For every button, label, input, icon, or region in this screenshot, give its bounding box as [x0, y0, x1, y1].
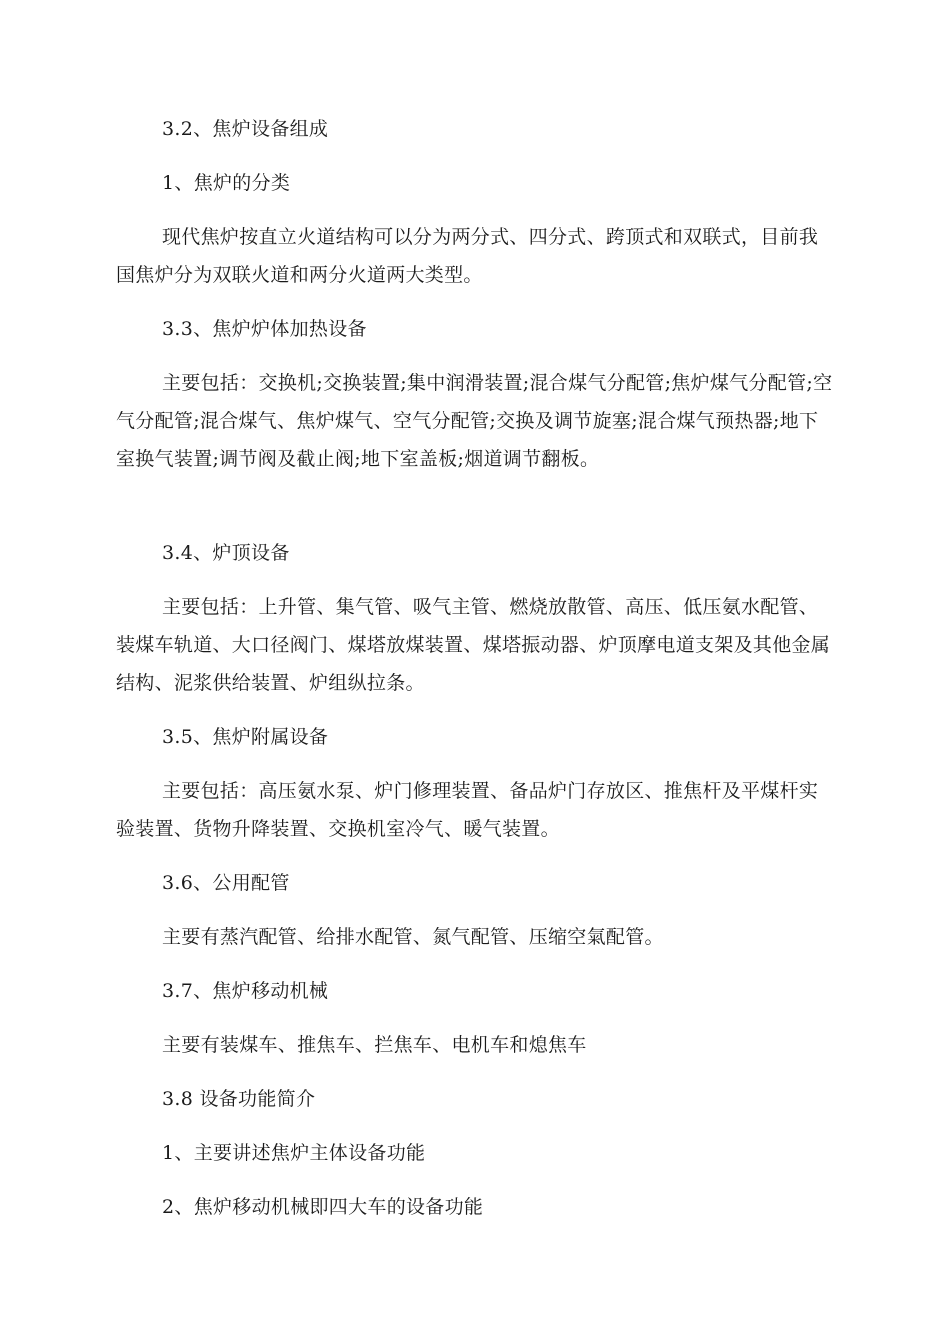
- subheading-classification: 1、焦炉的分类: [162, 172, 291, 194]
- section-heading-3-2: 3.2、焦炉设备组成: [162, 118, 329, 140]
- paragraph-classification: 现代焦炉按直立火道结构可以分为两分式、四分式、跨顶式和双联式，目前我国焦炉分为双联火道和两分火道两大类型。: [116, 226, 819, 286]
- list-item-2: 2、焦炉移动机械即四大车的设备功能: [162, 1196, 484, 1218]
- paragraph-auxiliary-equipment: 主要包括：高压氨水泵、炉门修理装置、备品炉门存放区、推焦杆及平煤杆实验装置、货物升降装置、交换机室冷气、暖气装置。: [116, 780, 819, 840]
- section-heading-3-4: 3.4、炉顶设备: [162, 542, 290, 564]
- section-heading-3-8: 3.8 设备功能简介: [162, 1088, 316, 1110]
- section-heading-3-6: 3.6、公用配管: [162, 872, 290, 894]
- section-heading-3-3: 3.3、焦炉炉体加热设备: [162, 318, 367, 340]
- section-heading-3-7: 3.7、焦炉移动机械: [162, 980, 329, 1002]
- paragraph-public-piping: 主要有蒸汽配管、给排水配管、氮气配管、压缩空氣配管。: [162, 926, 664, 948]
- paragraph-mobile-machinery: 主要有装煤车、推焦车、拦焦车、电机车和熄焦车: [162, 1034, 587, 1056]
- paragraph-heating-equipment: 主要包括：交换机;交换装置;集中润滑装置;混合煤气分配管;焦炉煤气分配管;空气分配管;混合煤气、焦炉煤气、空气分配管;交换及调节旋塞;混合煤气预热器;地下室换气装置;调节阀及截止阀;地下室盖板;烟道调节翻板。: [116, 372, 833, 470]
- list-item-1: 1、主要讲述焦炉主体设备功能: [162, 1142, 426, 1164]
- paragraph-top-equipment: 主要包括：上升管、集气管、吸气主管、燃烧放散管、高压、低压氨水配管、装煤车轨道、大口径阀门、煤塔放煤装置、煤塔振动器、炉顶摩电道支架及其他金属结构、泥浆供给装置、炉组纵拉条。: [116, 596, 831, 694]
- section-heading-3-5: 3.5、焦炉附属设备: [162, 726, 329, 748]
